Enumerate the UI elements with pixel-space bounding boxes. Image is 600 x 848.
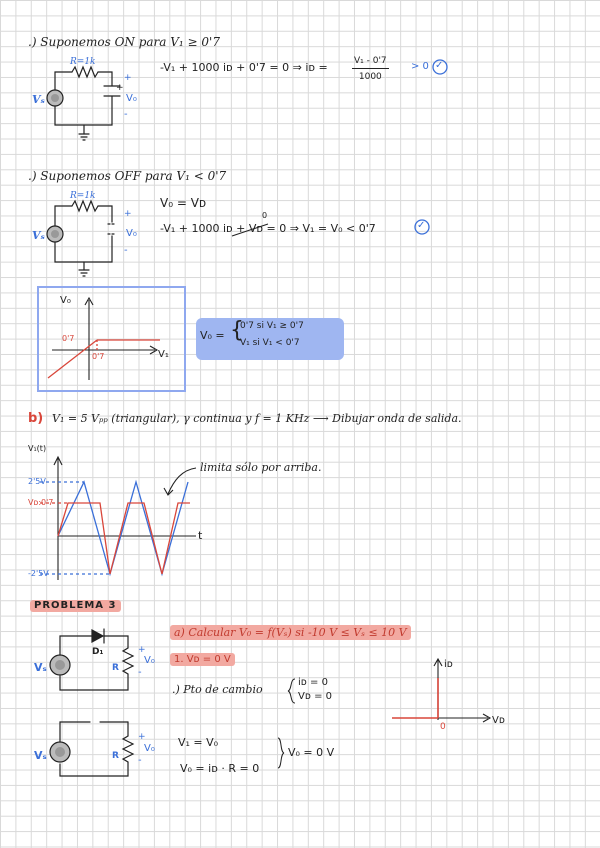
- sec1-frac-num: V₁ - 0'7: [352, 56, 389, 69]
- problema3-title: PROBLEMA 3: [30, 600, 121, 612]
- sec1-r-label: R=1k: [70, 57, 96, 67]
- circuit4-vs-label: Vₛ: [34, 749, 47, 762]
- sec2-check-icon: ✓: [417, 220, 426, 231]
- graph2-curve: [392, 678, 438, 718]
- resistor-3: [123, 648, 133, 674]
- sec2-heading: .) Suponemos OFF para V₁ < 0'7: [28, 169, 227, 183]
- wave-note: limita sólo por arriba.: [200, 461, 322, 474]
- circuit3-vo-label: V₀: [144, 655, 155, 666]
- sec2-r-label: R=1k: [70, 191, 96, 201]
- graph2-axes: [392, 659, 490, 722]
- graph1-y-label: V₀: [60, 295, 71, 306]
- wave-axis-x: t: [198, 529, 203, 542]
- piecewise-brace: {: [230, 318, 244, 343]
- circuit3-r-label: R: [112, 663, 119, 673]
- source-1: [47, 90, 63, 106]
- problema3-eq-a: V₁ = V₀: [178, 736, 219, 749]
- problema3-step1-text: 1. Vᴅ = 0 V: [170, 653, 235, 666]
- circuit4-plus: +: [138, 732, 146, 742]
- sec1-diode-plus: +: [116, 83, 124, 93]
- sec2-zero-mark: 0: [262, 211, 268, 220]
- sec1-plus: +: [124, 73, 132, 83]
- sec2-eq1: V₀ = Vᴅ: [160, 196, 207, 210]
- sec1-heading: .) Suponemos ON para V₁ ≥ 0'7: [28, 35, 220, 49]
- wave-axis-y: V₁(t): [28, 444, 47, 453]
- problema3-step1: [170, 655, 235, 665]
- piecewise-case-1: 0'7 si V₁ ≥ 0'7: [240, 321, 304, 331]
- source-4: [50, 742, 70, 762]
- wave-output: [40, 503, 190, 574]
- source-3: [50, 655, 70, 675]
- graph2-origin: 0: [440, 722, 446, 732]
- cambio-brace: [288, 679, 295, 703]
- sec2-vs-label: Vₛ: [32, 229, 45, 242]
- resistor-4: [123, 736, 133, 762]
- sec2-eq2: -V₁ + 1000 iᴅ + Vᴅ = 0 ⇒ V₁ = V₀ < 0'7: [160, 222, 376, 235]
- circuit4-r-label: R: [112, 751, 119, 761]
- problema3-cond2: Vᴅ = 0: [298, 691, 332, 702]
- graph1-tick-y: 0'7: [62, 334, 75, 343]
- sec2-vo-label: V₀: [126, 228, 137, 239]
- circuit4-vo-label: V₀: [144, 743, 155, 754]
- result-brace: [278, 738, 284, 768]
- sec2-minus: -: [124, 245, 128, 256]
- problema3-cambio: .) Pto de cambio: [172, 683, 263, 696]
- graph2-y-label: iᴅ: [444, 659, 453, 670]
- circuit3-plus: +: [138, 645, 146, 655]
- circuit-2: [55, 201, 116, 276]
- graph1-x-label: V₁: [158, 349, 169, 360]
- sec1-minus: -: [124, 109, 128, 120]
- resistor-2: [72, 201, 98, 211]
- wave-level-vd: Vᴅ:0'7: [28, 498, 54, 507]
- partb-label: b): [28, 411, 44, 426]
- sec1-equation: -V₁ + 1000 iᴅ + 0'7 = 0 ⇒ iᴅ =: [160, 61, 328, 74]
- piecewise-case-2: V₁ si V₁ < 0'7: [240, 338, 300, 348]
- graph2-x-label: Vᴅ: [492, 715, 505, 726]
- wave-level-top: 2'5V: [28, 477, 46, 486]
- partb-text: V₁ = 5 Vₚₚ (triangular), γ continua y f = 1 KHz ⟶ Dibujar onda de salida.: [52, 412, 462, 425]
- sec1-check-icon: ✓: [435, 60, 444, 71]
- circuit-4: [60, 722, 133, 776]
- circuit4-minus: -: [138, 755, 142, 766]
- sec2-plus: +: [124, 209, 132, 219]
- circuit3-vs-label: Vₛ: [34, 661, 47, 674]
- diode-symbol: [92, 630, 103, 642]
- sec1-vo-label: V₀: [126, 93, 137, 104]
- sec1-fraction: [352, 56, 389, 82]
- resistor-1: [72, 67, 98, 77]
- problema3-eq-b: V₀ = iᴅ · R = 0: [180, 762, 260, 775]
- circuit-1: [55, 67, 120, 140]
- circuit3-d-label: D₁: [92, 647, 104, 657]
- wave-level-bottom: -2'5V: [28, 569, 49, 578]
- circuit3-minus: -: [138, 667, 142, 678]
- graph1-tick-x: 0'7: [92, 352, 105, 361]
- problema3-a-text: [170, 627, 411, 638]
- problema3-a-highlight: a) Calcular V₀ = f(Vₛ) si -10 V ≤ Vₛ ≤ 10 V: [170, 625, 411, 640]
- circuit-3: [60, 629, 133, 690]
- sec1-result: > 0: [411, 61, 429, 72]
- problema3-result: V₀ = 0 V: [288, 746, 335, 759]
- sec1-vs-label: Vₛ: [32, 93, 45, 106]
- piecewise-lhs: V₀ =: [200, 329, 225, 342]
- problema3-cond1: iᴅ = 0: [298, 677, 328, 688]
- sec1-frac-den: 1000: [358, 72, 382, 82]
- source-2: [47, 226, 63, 242]
